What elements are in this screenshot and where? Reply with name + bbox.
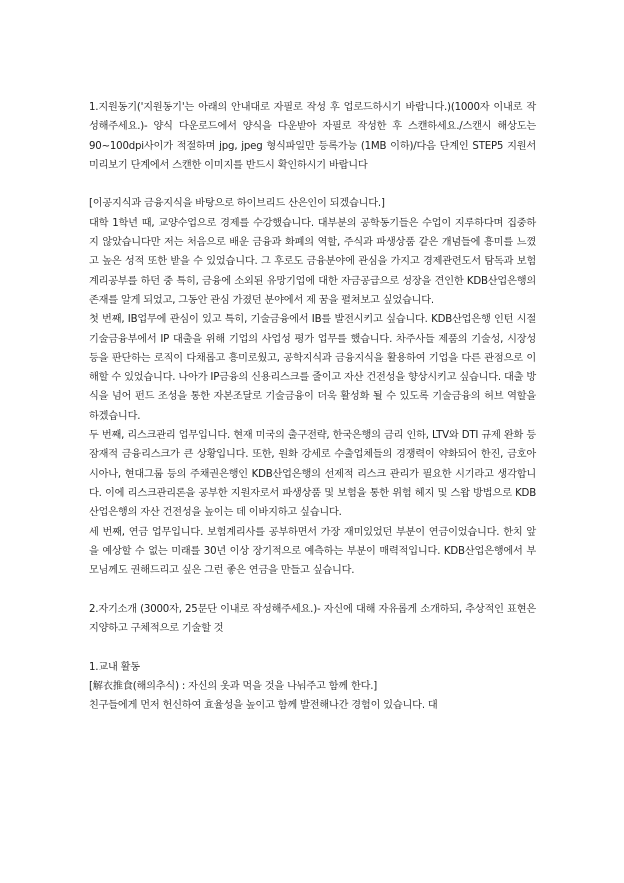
section2-subheading: 1.교내 활동 [89,661,140,673]
section1-paragraph-1: 대학 1학년 때, 교양수업으로 경제를 수강했습니다. 대부분의 공학동기들은 수업이 지루하다며 집중하지 않았습니다만 저는 처음으로 배운 금융과 화폐의 역할, 주식과 파생상품 같은 개념들에 흥미를 느꼈고 높은 성적 또한 받을 수 있었습니다. 그 후로도 금융분야에 관심을 가지고 경제관련도서 탐독과 보험계리공부를 하던 중 특히, 금융에 소외된 유망기업에 대한 자금공급으로 성장을 견인한 KDB산업은행의 존재를 알게 되었고, 그동안 관심 가졌던 분야에서 제 꿈을 펼쳐보고 싶었습니다. [89,217,536,306]
document-page [89,98,536,716]
spacer [89,638,536,657]
section1-title: [이공지식과 금융지식을 바탕으로 하이브리드 산은인이 되겠습니다.] [89,198,385,210]
section1-paragraph-2: 첫 번째, IB업무에 관심이 있고 특히, 기술금융에서 IB를 발전시키고 싶습니다. KDB산업은행 인턴 시절 기술금융부에서 IP 대출을 위해 기업의 사업성 평가 업무를 했습니다. 차주사들 제품의 기술성, 시장성 등을 판단하는 로직이 다채롭고 흥미로웠고, 공학지식과 금융지식을 활용하여 기업을 다른 관점으로 이해할 수 있었습니다. 나아가 IP금융의 신용리스크를 줄이고 자산 건전성을 향상시키고 싶습니다. 대출 방식을 넘어 펀드 조성을 통한 자본조달로 기술금융이 더욱 활성화 될 수 있도록 기술금융의 허브 역할을 하겠습니다. [89,314,536,422]
spacer [89,175,536,194]
spacer [89,580,536,599]
section1-paragraph-4: 세 번째, 연금 업무입니다. 보험계리사를 공부하면서 가장 재미있었던 부분이 연금이었습니다. 한치 앞을 예상할 수 없는 미래를 30년 이상 장기적으로 예측하는 부분이 매력적입니다. KDB산업은행에서 부모님께도 권해드리고 싶은 그런 좋은 연금을 만들고 싶습니다. [89,526,536,577]
section2-title: [解衣推食(해의추식) : 자신의 옷과 먹을 것을 나눠주고 함께 한다.] [89,680,378,692]
section1-instruction: 1.지원동기('지원동기'는 아래의 안내대로 자필로 작성 후 업로드하시기 바랍니다.)(1000자 이내로 작성해주세요.)- 양식 다운로드에서 양식을 다운받아 자필로 작성한 후 스캔하세요./스캔시 해상도는 90~100dpi사이가 적절하며 jpg, jpeg 형식파일만 등록가능 (1MB 이하)/다음 단계인 STEP5 지원서 미리보기 단계에서 스캔한 이미지를 반드시 확인하시기 바랍니다 [89,102,536,171]
section2-instruction: 2.자기소개 (3000자, 25문단 이내로 작성해주세요.)- 자신에 대해 자유롭게 소개하되, 추상적인 표현은 지양하고 구체적으로 기술할 것 [89,603,536,635]
section1-paragraph-3: 두 번째, 리스크관리 업무입니다. 현재 미국의 출구전략, 한국은행의 금리 인하, LTV와 DTI 규제 완화 등 잠재적 금융리스크가 큰 상황입니다. 또한, 원화 강세로 수출업체들의 경쟁력이 약화되어 한진, 금호아시아나, 현대그룹 등의 주채권은행인 KDB산업은행의 선제적 리스크 관리가 필요한 시기라고 생각합니다. 이에 리스크관리론을 공부한 지원자로서 파생상품 및 보험을 통한 위험 헤지 및 스왑 방법으로 KDB산업은행의 자산 건전성을 높이는 데 이바지하고 싶습니다. [89,430,536,519]
section2-paragraph: 친구들에게 먼저 헌신하여 효율성을 높이고 함께 발전해나간 경험이 있습니다. 대 [89,700,438,712]
